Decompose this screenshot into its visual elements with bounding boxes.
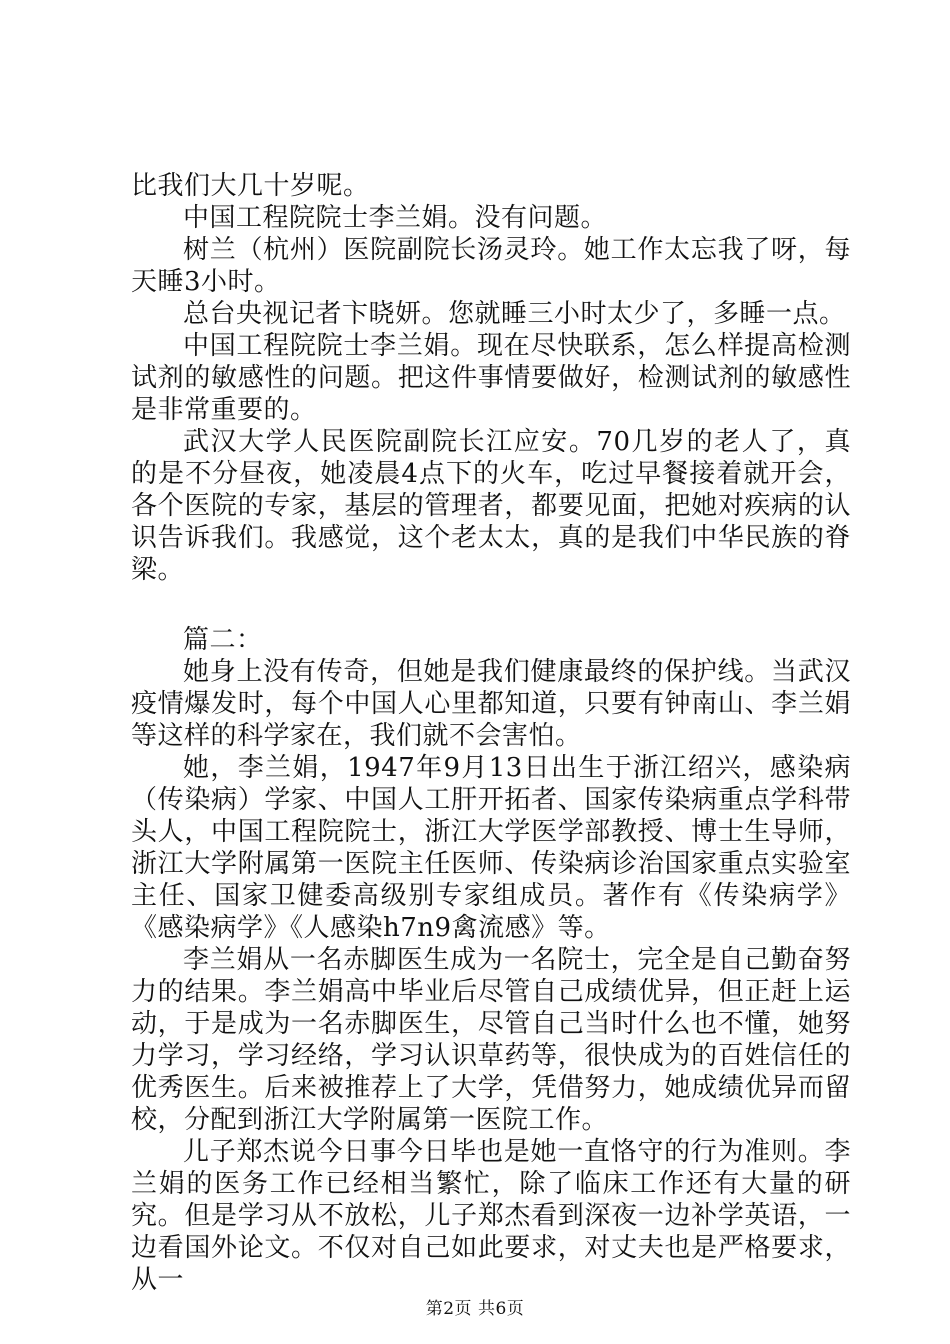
paragraph: 武汉大学人民医院副院长江应安。70几岁的老人了，真的是不分昼夜，她凌晨4点下的火车，吃过早餐接着就开会，各个医院的专家，基层的管理者，都要见面，把她对疾病的认识告诉我们。我感觉，这个老太太，真的是我们中华民族的脊梁。 [131,427,851,585]
paragraph: 她身上没有传奇，但她是我们健康最终的保护线。当武汉疫情爆发时，每个中国人心里都知道，只要有钟南山、李兰娟等这样的科学家在，我们就不会害怕。 [131,657,851,751]
section-gap [131,586,851,624]
paragraph: 儿子郑杰说今日事今日毕也是她一直恪守的行为准则。李兰娟的医务工作已经相当繁忙，除了临床工作还有大量的研究。但是学习从不放松，儿子郑杰看到深夜一边补学英语，一边看国外论文。不仅对自己如此要求，对丈夫也是严格要求，从一 [131,1137,851,1295]
document-body [131,170,851,1296]
paragraph: 总台央视记者卞晓妍。您就睡三小时太少了，多睡一点。 [183,299,846,329]
paragraph: 她，李兰娟，1947年9月13日出生于浙江绍兴，感染病（传染病）学家、中国人工肝开拓者、国家传染病重点学科带头人，中国工程院院士，浙江大学医学部教授、博士生导师，浙江大学附属第一医院主任医师、传染病诊治国家重点实验室主任、国家卫健委高级别专家组成员。著作有《传染病学》《感染病学》《人感染h7n9禽流感》等。 [131,753,851,943]
page-footer: 第2页 共6页 [425,1299,525,1319]
paragraph: 比我们大几十岁呢。 [131,171,370,201]
paragraph: 中国工程院院士李兰娟。现在尽快联系，怎么样提高检测试剂的敏感性的问题。把这件事情要做好，检测试剂的敏感性是非常重要的。 [131,331,851,425]
paragraph: 李兰娟从一名赤脚医生成为一名院士，完全是自己勤奋努力的结果。李兰娟高中毕业后尽管自己成绩优异，但正赶上运动，于是成为一名赤脚医生，尽管自己当时什么也不懂，她努力学习，学习经络，学习认识草药等，很快成为的百姓信任的优秀医生。后来被推荐上了大学，凭借努力，她成绩优异而留校，分配到浙江大学附属第一医院工作。 [131,945,851,1135]
section-heading: 篇二： [183,625,263,655]
paragraph: 中国工程院院士李兰娟。没有问题。 [183,203,608,233]
paragraph: 树兰（杭州）医院副院长汤灵玲。她工作太忘我了呀，每天睡3小时。 [131,235,851,297]
